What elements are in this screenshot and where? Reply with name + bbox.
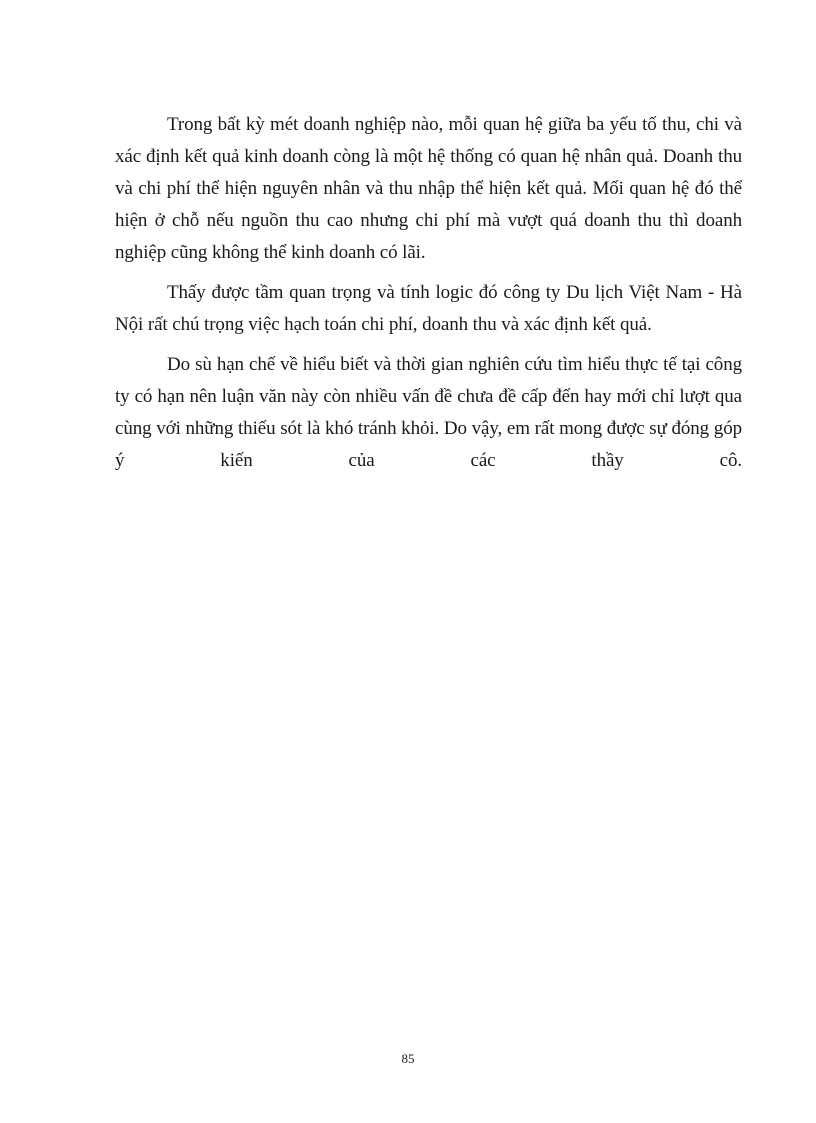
page-number: 85 (401, 1051, 415, 1066)
paragraph-3: Do sù hạn chế về hiểu biết và thời gian nghiên cứu tìm hiểu thực tế tại công ty có hạn nên luận văn này còn nhiều vấn đề chưa đề cấp đến hay mới chỉ lượt qua cùng với những thiếu sót là khó tránh khỏi. Do vậy, em rất mong được sự đóng góp ý kiến của các thầy cô. (115, 354, 742, 471)
paragraph-2: Thấy được tầm quan trọng và tính logic đó công ty Du lịch Việt Nam - Hà Nội rất chú trọng việc hạch toán chi phí, doanh thu và xác định kết quả. (115, 282, 742, 335)
paragraph-1: Trong bất kỳ mét doanh nghiệp nào, mỗi quan hệ giữa ba yếu tố thu, chi và xác định kết quả kinh doanh còng là một hệ thống có quan hệ nhân quả. Doanh thu và chi phí thể hiện nguyên nhân và thu nhập thể hiện kết quả. Mối quan hệ đó thể hiện ở chỗ nếu nguồn thu cao nhưng chi phí mà vượt quá doanh thu thì doanh nghiệp cũng không thể kinh doanh có lãi. (115, 114, 742, 263)
body-text (115, 109, 742, 477)
